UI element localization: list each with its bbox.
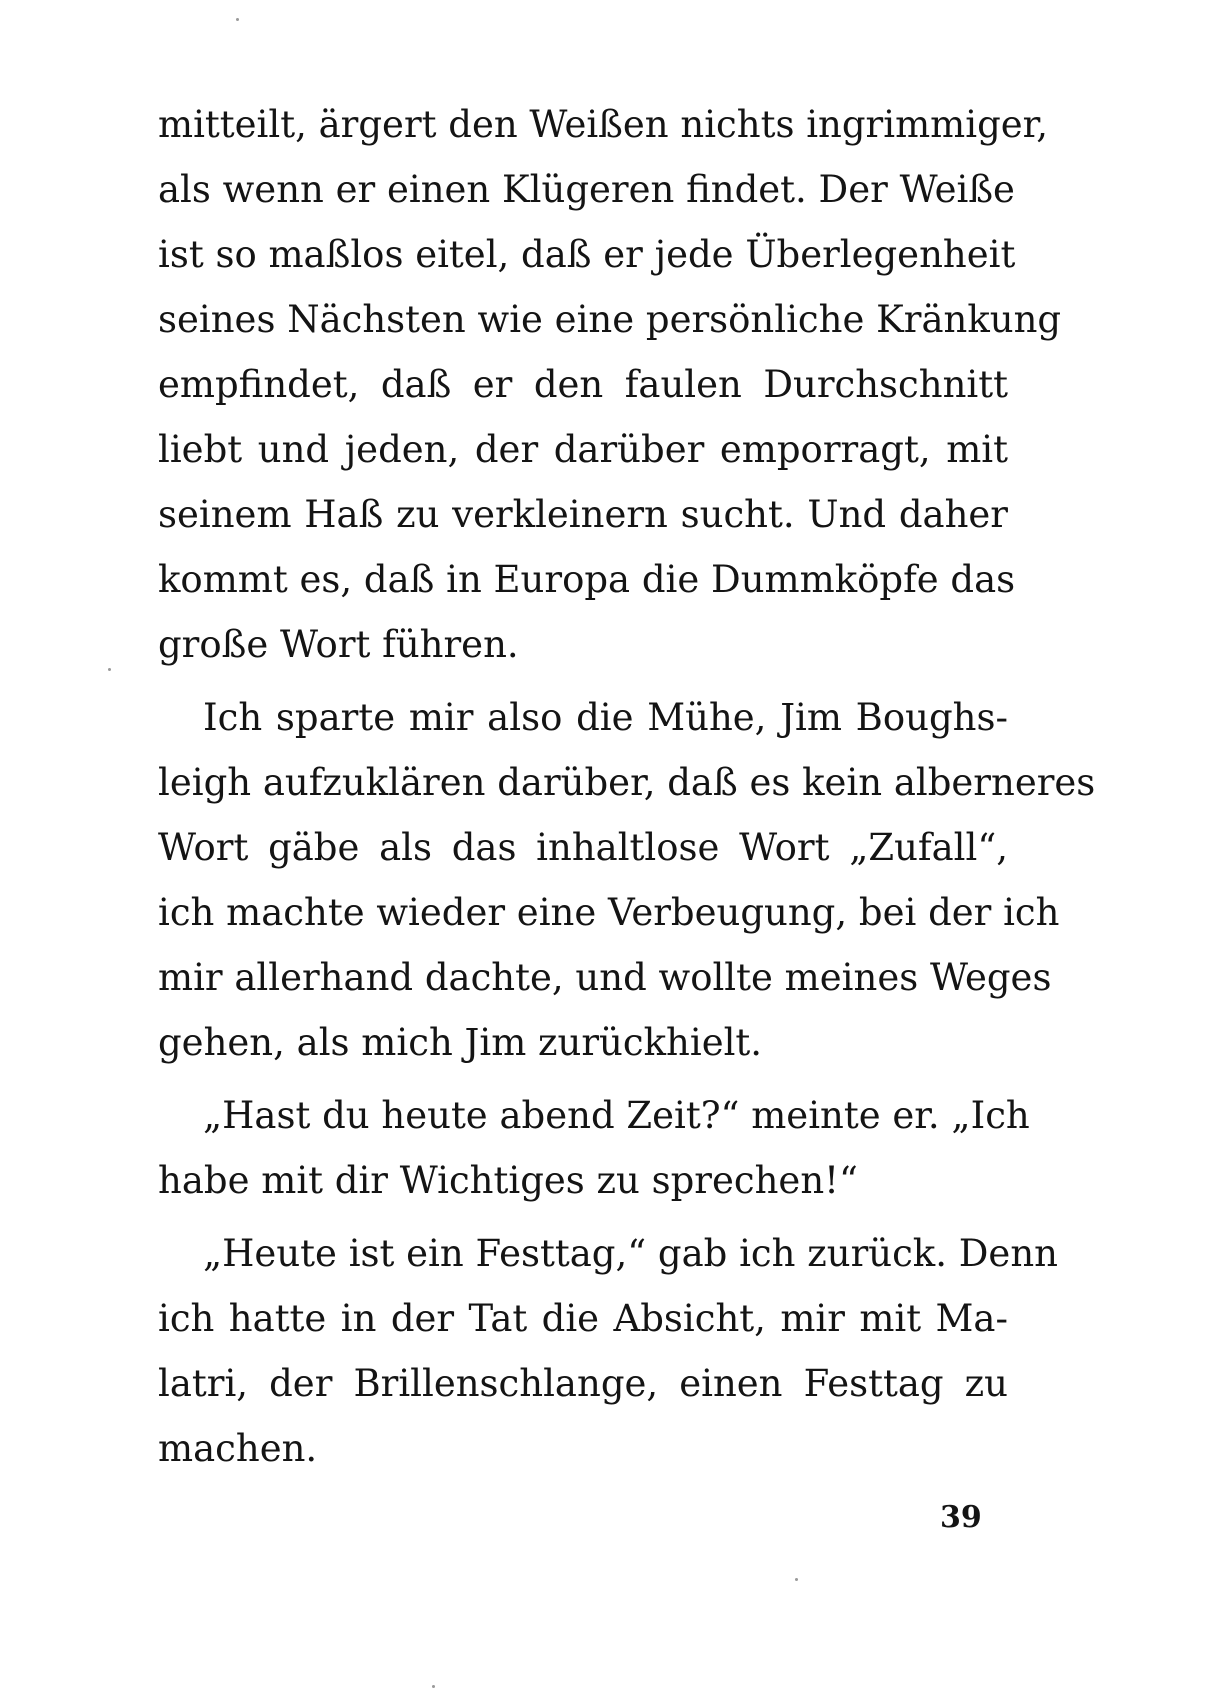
- text-line: latri, der Brillenschlange, einen Festtag zu: [158, 1362, 1008, 1405]
- text-line: mir allerhand dachte, und wollte meines Weges: [158, 956, 1052, 999]
- paragraph: [158, 685, 1096, 1075]
- scan-speck: [108, 668, 111, 671]
- text-line: ich machte wieder eine Verbeugung, bei der ich: [158, 891, 1060, 934]
- text-line: habe mit dir Wichtiges zu sprechen!“: [158, 1159, 858, 1202]
- scan-speck: [795, 1578, 798, 1581]
- text-line: seinem Haß zu verkleinern sucht. Und daher: [158, 493, 1008, 536]
- page-number: 39: [940, 1500, 982, 1535]
- text-line: Ich sparte mir also die Mühe, Jim Boughs-: [203, 696, 1008, 739]
- text-line: ist so maßlos eitel, daß er jede Überlegenheit: [158, 233, 1016, 276]
- text-line: als wenn er einen Klügeren findet. Der Weiße: [158, 168, 1015, 211]
- scan-speck: [236, 18, 239, 21]
- text-line: „Heute ist ein Festtag,“ gab ich zurück. Denn: [203, 1232, 1058, 1275]
- text-line: empfindet, daß er den faulen Durchschnitt: [158, 363, 1008, 406]
- text-line: ich hatte in der Tat die Absicht, mir mit Ma-: [158, 1297, 1008, 1340]
- text-line: kommt es, daß in Europa die Dummköpfe das: [158, 558, 1016, 601]
- text-line: mitteilt, ärgert den Weißen nichts ingrimmiger,: [158, 103, 1049, 146]
- text-line: gehen, als mich Jim zurückhielt.: [158, 1021, 763, 1064]
- text-line: Wort gäbe als das inhaltlose Wort „Zufall“,: [158, 826, 1008, 869]
- body-text: [158, 92, 1096, 1481]
- text-line: liebt und jeden, der darüber emporragt, mit: [158, 428, 1008, 471]
- text-line: große Wort führen.: [158, 623, 519, 666]
- text-line: seines Nächsten wie eine persönliche Kränkung: [158, 298, 1062, 341]
- paragraph: [158, 92, 1062, 677]
- text-line: machen.: [158, 1427, 318, 1470]
- paragraph: [158, 1221, 1058, 1481]
- text-line: leigh aufzuklären darüber, daß es kein alberneres: [158, 761, 1096, 804]
- scan-speck: [432, 1685, 435, 1688]
- text-line: „Hast du heute abend Zeit?“ meinte er. „Ich: [203, 1094, 1030, 1137]
- paragraph: [158, 1083, 1030, 1213]
